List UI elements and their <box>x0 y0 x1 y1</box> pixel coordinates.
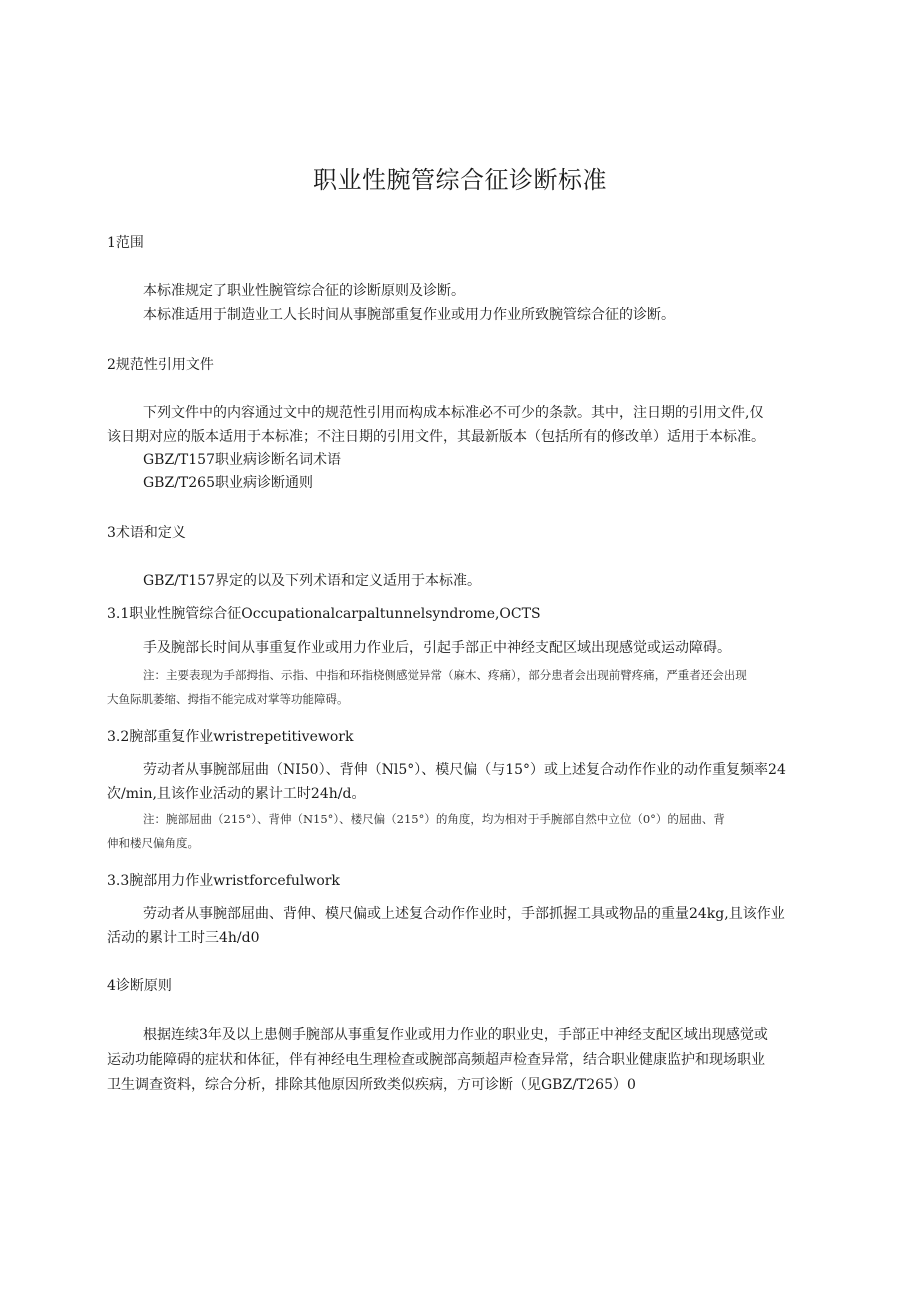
note-line: 大鱼际肌萎缩、拇指不能完成对掌等功能障碍。 <box>107 692 349 706</box>
note-line: 伸和楼尺偏角度。 <box>107 836 199 850</box>
paragraph-line: 活动的累计工时三4h/d0 <box>107 930 260 946</box>
paragraph-line: 该日期对应的版本适用于本标准；不注日期的引用文件，其最新版本（包括所有的修改单）适用于本标准。 <box>107 429 765 445</box>
section-heading-diagnosis: 4诊断原则 <box>107 978 172 994</box>
document-title: 职业性腕管综合征诊断标准 <box>313 166 607 194</box>
paragraph-line: 劳动者从事腕部屈曲（NI50）、背伸（Nl5°）、模尺偏（与15°）或上述复合动作作业的动作重复频率24 <box>143 762 786 778</box>
note-line: 注：主要表现为手部拇指、示指、中指和环指桡侧感觉异常（麻木、疼痛），部分患者会出现前臂疼痛，严重者还会出现 <box>143 668 747 682</box>
paragraph-line: 手及腕部长时间从事重复作业或用力作业后，引起手部正中神经支配区域出现感觉或运动障碍。 <box>143 640 731 656</box>
reference-item: GBZ/T157职业病诊断名词术语 <box>143 452 341 468</box>
paragraph-line: 本标准规定了职业性腕管综合征的诊断原则及诊断。 <box>143 283 465 299</box>
paragraph-line: 卫生调查资料，综合分析，排除其他原因所致类似疾病，方可诊断（见GBZ/T265）0 <box>107 1077 636 1093</box>
section-heading-terms: 3术语和定义 <box>107 525 186 541</box>
section-heading-references: 2规范性引用文件 <box>107 357 214 373</box>
reference-item: GBZ/T265职业病诊断通则 <box>143 475 313 491</box>
paragraph-line: 运动功能障碍的症状和体征，伴有神经电生理检查或腕部高频超声检查异常，结合职业健康监护和现场职业 <box>107 1052 765 1068</box>
term-heading-repetitive: 3.2腕部重复作业wristrepetitivework <box>107 729 354 745</box>
paragraph-line: 本标准适用于制造业工人长时间从事腕部重复作业或用力作业所致腕管综合征的诊断。 <box>143 307 675 323</box>
term-heading-forceful: 3.3腕部用力作业wristforcefulwork <box>107 873 340 889</box>
note-line: 注：腕部屈曲（215°）、背伸（N15°）、楼尺偏（215°）的角度，均为相对于手腕部自然中立位（0°）的屈曲、背 <box>143 812 725 826</box>
paragraph-line: 劳动者从事腕部屈曲、背伸、模尺偏或上述复合动作作业时，手部抓握工具或物品的重量24kg,且该作业 <box>143 906 785 922</box>
paragraph-line: 下列文件中的内容通过文中的规范性引用而构成本标准必不可少的条款。其中，注日期的引用文件,仅 <box>143 405 764 421</box>
term-heading-octs: 3.1职业性腕管综合征Occupationalcarpaltunnelsyndrome,OCTS <box>107 606 541 622</box>
paragraph-line: GBZ/T157界定的以及下列术语和定义适用于本标准。 <box>143 573 481 589</box>
section-heading-scope: 1范围 <box>107 235 144 251</box>
paragraph-line: 次/min,且该作业活动的累计工时24h/d。 <box>107 786 366 802</box>
paragraph-line: 根据连续3年及以上患侧手腕部从事重复作业或用力作业的职业史，手部正中神经支配区域出现感觉或 <box>143 1027 768 1043</box>
